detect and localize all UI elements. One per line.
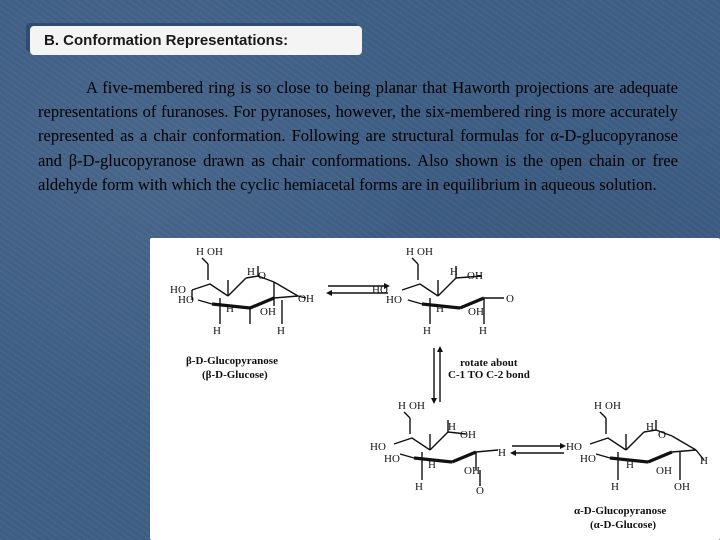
atom-label: OH xyxy=(674,481,690,493)
atom-label: O xyxy=(476,485,484,497)
atom-label: O xyxy=(658,429,666,441)
slide-heading: B. Conformation Representations: xyxy=(30,26,362,55)
atom-label: H xyxy=(406,246,414,258)
atom-label: H xyxy=(428,459,436,471)
atom-label: OH xyxy=(460,429,476,441)
atom-label: H xyxy=(611,481,619,493)
atom-label: OH xyxy=(605,400,621,412)
atom-label: OH xyxy=(656,465,672,477)
atom-label: H xyxy=(436,303,444,315)
atom-label: OH xyxy=(467,270,483,282)
atom-label: H xyxy=(196,246,204,258)
atom-label: H xyxy=(247,266,255,278)
atom-label: H xyxy=(415,481,423,493)
atom-label: O xyxy=(258,270,266,282)
paragraph-text: A five-membered ring is so close to being planar that Haworth projections are adequate representations of furanoses. For pyranoses, however, the six-membered ring is more accurately represented as a chair conformation. Following are structural formulas for α-D-glucopyranose and β-D-glucopyranose drawn as chair conformations. Also shown is the open chain or free aldehyde form with which the cyclic hemiacetal forms are in equilibrium in aqueous solution. xyxy=(38,78,678,194)
beta-common-caption: (β-D-Glucose) xyxy=(202,369,268,381)
atom-label: HO xyxy=(386,294,402,306)
atom-label: OH xyxy=(207,246,223,258)
atom-label: H xyxy=(646,421,654,433)
atom-label: OH xyxy=(468,306,484,318)
atom-label: HO xyxy=(384,453,400,465)
beta-name-caption: β-D-Glucopyranose xyxy=(186,355,278,367)
equilibrium-arrows-bottom xyxy=(510,443,566,456)
atom-label: H xyxy=(226,303,234,315)
rotated-open-chain-structure xyxy=(394,412,498,486)
rotation-arrows xyxy=(431,346,443,404)
atom-label: H xyxy=(479,325,487,337)
atom-label: HO xyxy=(178,294,194,306)
alpha-common-caption: (α-D-Glucose) xyxy=(590,519,657,531)
atom-label: HO xyxy=(170,284,186,296)
atom-label: H xyxy=(277,325,285,337)
glucose-conformation-diagram xyxy=(150,238,720,540)
chair-conformation-figure xyxy=(150,238,720,540)
atom-label: H xyxy=(213,325,221,337)
atom-label: HO xyxy=(566,441,582,453)
atom-label: OH xyxy=(260,306,276,318)
atom-label: OH xyxy=(417,246,433,258)
atom-label: H xyxy=(594,400,602,412)
rotate-caption-line1: rotate about xyxy=(460,357,518,369)
atom-label: H xyxy=(423,325,431,337)
atom-label: H xyxy=(700,455,708,467)
atom-label: OH xyxy=(409,400,425,412)
alpha-name-caption: α-D-Glucopyranose xyxy=(574,505,667,517)
atom-label: HO xyxy=(372,284,388,296)
atom-label: H xyxy=(398,400,406,412)
atom-label: H xyxy=(498,447,506,459)
atom-label: HO xyxy=(370,441,386,453)
atom-label: OH xyxy=(464,465,480,477)
atom-label: O xyxy=(506,293,514,305)
rotate-caption-line2: C-1 TO C-2 bond xyxy=(448,369,530,381)
atom-label: H xyxy=(448,421,456,433)
atom-label: HO xyxy=(580,453,596,465)
atom-label: OH xyxy=(298,293,314,305)
atom-label: H xyxy=(626,459,634,471)
body-paragraph xyxy=(38,76,678,197)
atom-label: H xyxy=(450,266,458,278)
